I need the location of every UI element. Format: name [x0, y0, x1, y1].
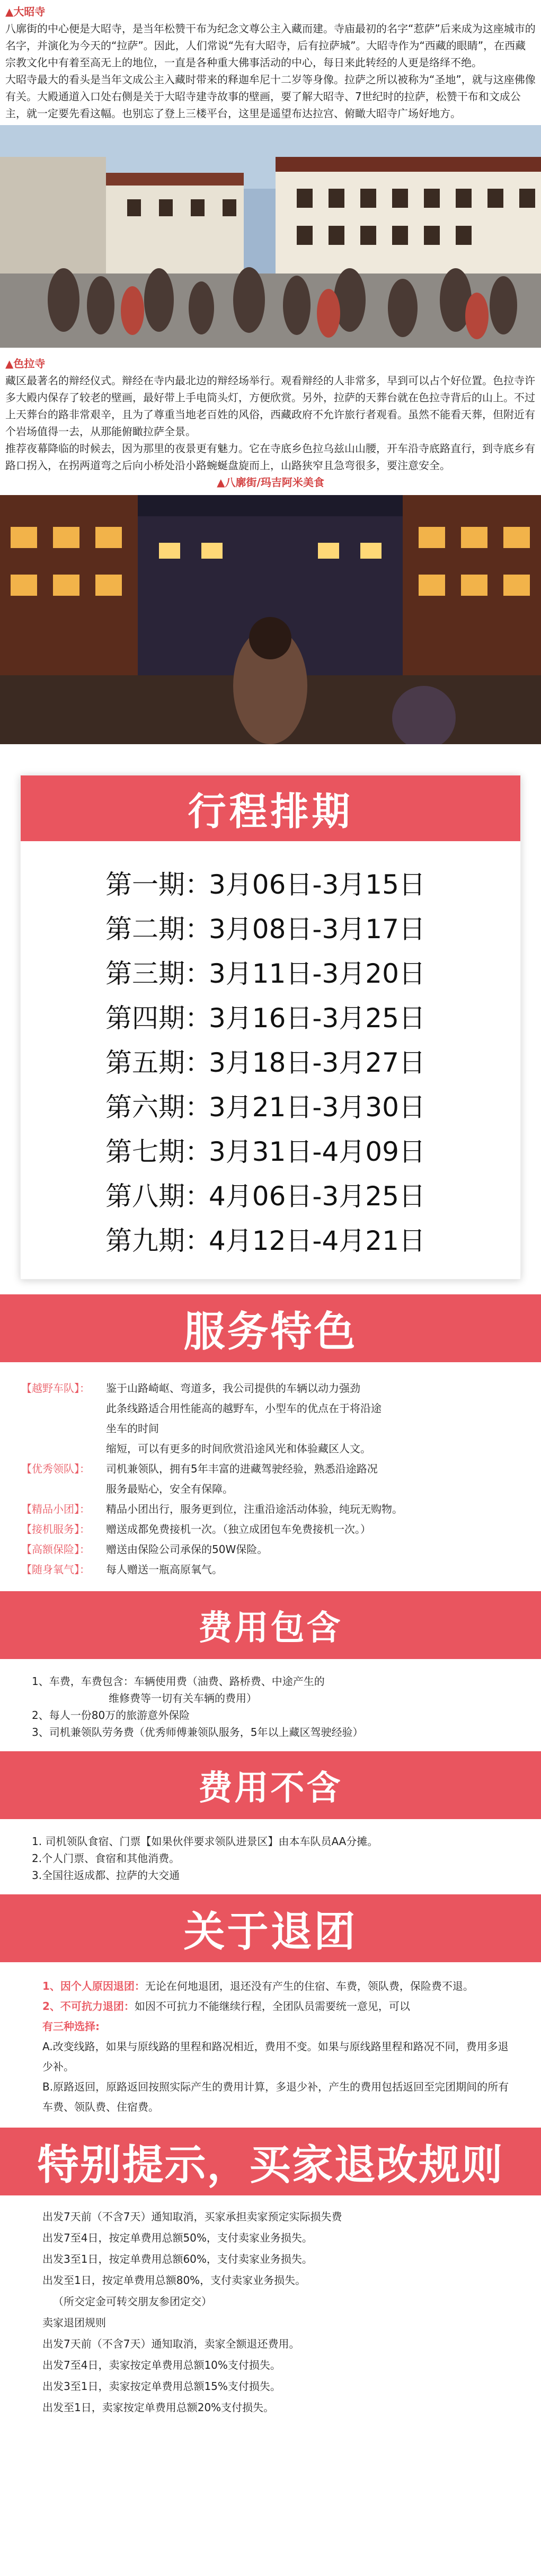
rule-line: 出发3至1日，按定单费用总额60%，支付卖家业务损失。	[42, 2253, 313, 2265]
refund-personal	[42, 1976, 515, 1996]
special-banner: 特别提示，买家退改规则	[0, 2128, 541, 2195]
refund-personal-key: 1、因个人原因退团：	[42, 1980, 145, 1992]
service-key: 【接机服务】：	[21, 1523, 90, 1536]
included-line: 1、车费，车费包含：车辆使用费（油费、路桥费、中途产生的	[32, 1675, 325, 1688]
service-line: 缩短，可以有更多的时间欣赏沿途风光和体验藏区人文。	[106, 1442, 371, 1455]
service-row	[21, 1378, 520, 1459]
service-line: 服务最贴心，安全有保障。	[106, 1483, 233, 1495]
schedule-row	[105, 951, 520, 996]
excluded-list	[0, 1819, 541, 1894]
schedule-label: 第九期：	[105, 1225, 211, 1256]
included-banner: 费用包含	[0, 1591, 541, 1659]
service-key: 【越野车队】：	[21, 1382, 90, 1395]
service-value	[106, 1378, 520, 1459]
schedule-row	[105, 862, 520, 907]
refund-force	[42, 1996, 515, 2016]
schedule-row	[105, 1130, 520, 1174]
excluded-line: 3.全国往返成都、拉萨的大交通	[32, 1869, 180, 1882]
schedule-list	[21, 841, 520, 1279]
refund-option: A.改变线路，如果与原线路的里程和路况相近，费用不变。如果与原线路里程和路况不同，费用多退少补。	[42, 2040, 509, 2073]
rule-line: 出发至1日，按定单费用总额80%，支付卖家业务损失。	[42, 2274, 306, 2287]
schedule-label: 第四期：	[105, 1003, 211, 1034]
service-line: 司机兼领队，拥有5年丰富的进藏驾驶经验，熟悉沿途路况	[106, 1462, 378, 1475]
schedule-dates: 3月21日-3月30日	[209, 1092, 425, 1123]
rule-line: 出发7至4日，卖家按定单费用总额10%支付损失。	[42, 2359, 281, 2371]
schedule-card	[20, 775, 521, 1280]
refund-force-text: 如因不可抗力不能继续行程，全团队员需要统一意见，可以	[134, 2000, 410, 2013]
schedule-dates: 4月12日-4月21日	[209, 1225, 425, 1256]
service-row	[21, 1499, 520, 1519]
sela-heading: ▲色拉寺	[5, 357, 46, 370]
service-line: 此条线路适合用性能高的越野车，小型车的优点在于将沿途	[106, 1402, 382, 1415]
rule-line: 出发3至1日，卖家按定单费用总额15%支付损失。	[42, 2380, 281, 2393]
rule-line: 出发7天前（不含7天）通知取消，卖家全额退还费用。	[42, 2337, 300, 2350]
included-list	[0, 1659, 541, 1751]
rule-line: 出发7至4日，按定单费用总额50%，支付卖家业务损失。	[42, 2231, 313, 2244]
service-value: 每人赠送一瓶高原氧气。	[106, 1563, 223, 1576]
refund-personal-text: 无论在何地退团，退还没有产生的住宿、车费，领队费，保险费不退。	[145, 1980, 474, 1992]
service-banner: 服务特色	[0, 1294, 541, 1362]
service-key: 【高额保险】：	[21, 1543, 90, 1556]
service-row	[21, 1539, 520, 1559]
service-value: 赠送成都免费接机一次。（独立成团包车免费接机一次。）	[106, 1523, 371, 1536]
schedule-label: 第五期：	[105, 1047, 211, 1078]
special-rules	[0, 2195, 541, 2429]
service-value	[106, 1459, 520, 1499]
schedule-row	[105, 1040, 520, 1085]
schedule-label: 第一期：	[105, 869, 211, 900]
rule-line: （所交定金可转交朋友参团定交）	[53, 2295, 212, 2308]
service-row	[21, 1519, 520, 1539]
barkhor-night-photo	[0, 495, 541, 744]
service-key: 【精品小团】：	[21, 1503, 90, 1515]
schedule-dates: 3月11日-3月20日	[209, 958, 425, 989]
service-value: 精品小团出行，服务更到位，注重沿途活动体验，纯玩无购物。	[106, 1503, 403, 1515]
schedule-dates: 3月08日-3月17日	[209, 914, 425, 945]
excluded-line: 1. 司机领队食宿、门票【如果伙伴要求领队进景区】由本车队员AA分摊。	[32, 1835, 378, 1848]
service-value: 赠送由保险公司承保的50W保险。	[106, 1543, 268, 1556]
intro-paragraph-2: 大昭寺最大的看头是当年文成公主入藏时带来的释迦牟尼十二岁等身像。拉萨之所以被称为“圣地”，就与这座佛像有关。大殿通道入口处右侧是关于大昭寺建寺故事的壁画，要了解大昭寺、7世纪时的拉萨，松赞干布和文成公主，就一定要先看这幅。也别忘了登上三楼平台，这里是遥望布达拉宫、俯瞰大昭寺广场好地方。	[5, 73, 536, 120]
refund-section	[0, 1962, 541, 2128]
service-list	[0, 1362, 541, 1585]
service-row	[21, 1559, 520, 1580]
schedule-label: 第八期：	[105, 1181, 211, 1212]
intro-heading: ▲大昭寺	[5, 5, 46, 18]
included-line: 维修费等一切有关车辆的费用）	[109, 1692, 257, 1705]
schedule-label: 第六期：	[105, 1092, 211, 1123]
service-line: 坐车的时间	[106, 1422, 159, 1435]
excluded-banner: 费用不含	[0, 1751, 541, 1819]
schedule-dates: 3月16日-3月25日	[209, 1003, 425, 1034]
service-key: 【优秀领队】：	[21, 1462, 90, 1475]
schedule-label: 第七期：	[105, 1136, 211, 1167]
schedule-row	[105, 996, 520, 1040]
included-line: 2、每人一份80万的旅游意外保险	[32, 1709, 190, 1722]
rule-line: 出发至1日，卖家按定单费用总额20%支付损失。	[42, 2401, 274, 2414]
schedule-row	[105, 1219, 520, 1263]
refund-force-key: 2、不可抗力退团：	[42, 2000, 135, 2013]
refund-option: B.原路返回，原路返回按照实际产生的费用计算，多退少补，产生的费用包括返回至完团期间的所有车费、领队费、住宿费。	[42, 2080, 509, 2113]
service-row	[21, 1459, 520, 1499]
schedule-label: 第二期：	[105, 914, 211, 945]
schedule-label: 第三期：	[105, 958, 211, 989]
intro-text	[0, 0, 541, 122]
schedule-dates: 3月31日-4月09日	[209, 1136, 425, 1167]
sela-paragraph-2: 推荐夜幕降临的时候去，因为那里的夜景更有魅力。它在寺底乡色拉乌兹山山腰，开车沿寺底路直行，到寺底乡有路口拐入，在拐两道弯之后向小桥处沿小路蜿蜒盘旋而上，山路狭窄且急弯很多，要注意安全。	[5, 442, 535, 472]
schedule-dates: 4月06日-3月25日	[209, 1181, 425, 1212]
schedule-row	[105, 1085, 520, 1130]
included-line: 3、司机兼领队劳务费（优秀师傅兼领队服务，5年以上藏区驾驶经验）	[32, 1726, 363, 1739]
schedule-row	[105, 1174, 520, 1219]
jokhang-photo	[0, 125, 541, 348]
schedule-dates: 3月06日-3月15日	[209, 869, 425, 900]
sela-paragraph: 藏区最著名的辩经仪式。辩经在寺内最北边的辩经场举行。观看辩经的人非常多，早到可以占个好位置。色拉寺许多大殿内保存了较老的壁画，最好带上手电筒头灯，方便欣赏。另外，拉萨的天葬台就在色拉寺背后的山上。不过上天葬台的路非常艰辛，且为了尊重当地老百姓的风俗，西藏政府不允许旅行者观看。虽然不能看天葬，但附近有个岩场值得一去，从那能俯瞰拉萨全景。	[5, 374, 535, 438]
service-key: 【随身氧气】：	[21, 1563, 90, 1576]
refund-options-key: 有三种选择:	[42, 2020, 100, 2033]
sela-section	[0, 348, 541, 491]
schedule-title: 行程排期	[21, 775, 520, 841]
rule-line: 卖家退团规则	[42, 2316, 106, 2329]
schedule-row	[105, 907, 520, 951]
excluded-line: 2.个人门票、食宿和其他消费。	[32, 1852, 180, 1865]
schedule-dates: 3月18日-3月27日	[209, 1047, 425, 1078]
refund-banner: 关于退团	[0, 1894, 541, 1962]
intro-paragraph: 八廓街的中心便是大昭寺，是当年松赞干布为纪念文尊公主入藏而建。寺庙最初的名字“惹萨”后来成为这座城市的名字，并演化为今天的“拉萨”。因此，人们常说“先有大昭寺，后有拉萨城”。大昭寺作为“西藏的眼睛”，在西藏宗教文化中有着至高无上的地位，一直是各种重大佛事活动的中心，每日来此转经的人更是络绎不绝。	[5, 22, 536, 69]
rule-line: 出发7天前（不含7天）通知取消，买家承担卖家预定实际损失费	[42, 2210, 342, 2223]
service-line: 鉴于山路崎岖、弯道多，我公司提供的车辆以动力强劲	[106, 1382, 360, 1395]
barkhor-caption: ▲八廓街/玛吉阿米美食	[217, 476, 324, 489]
